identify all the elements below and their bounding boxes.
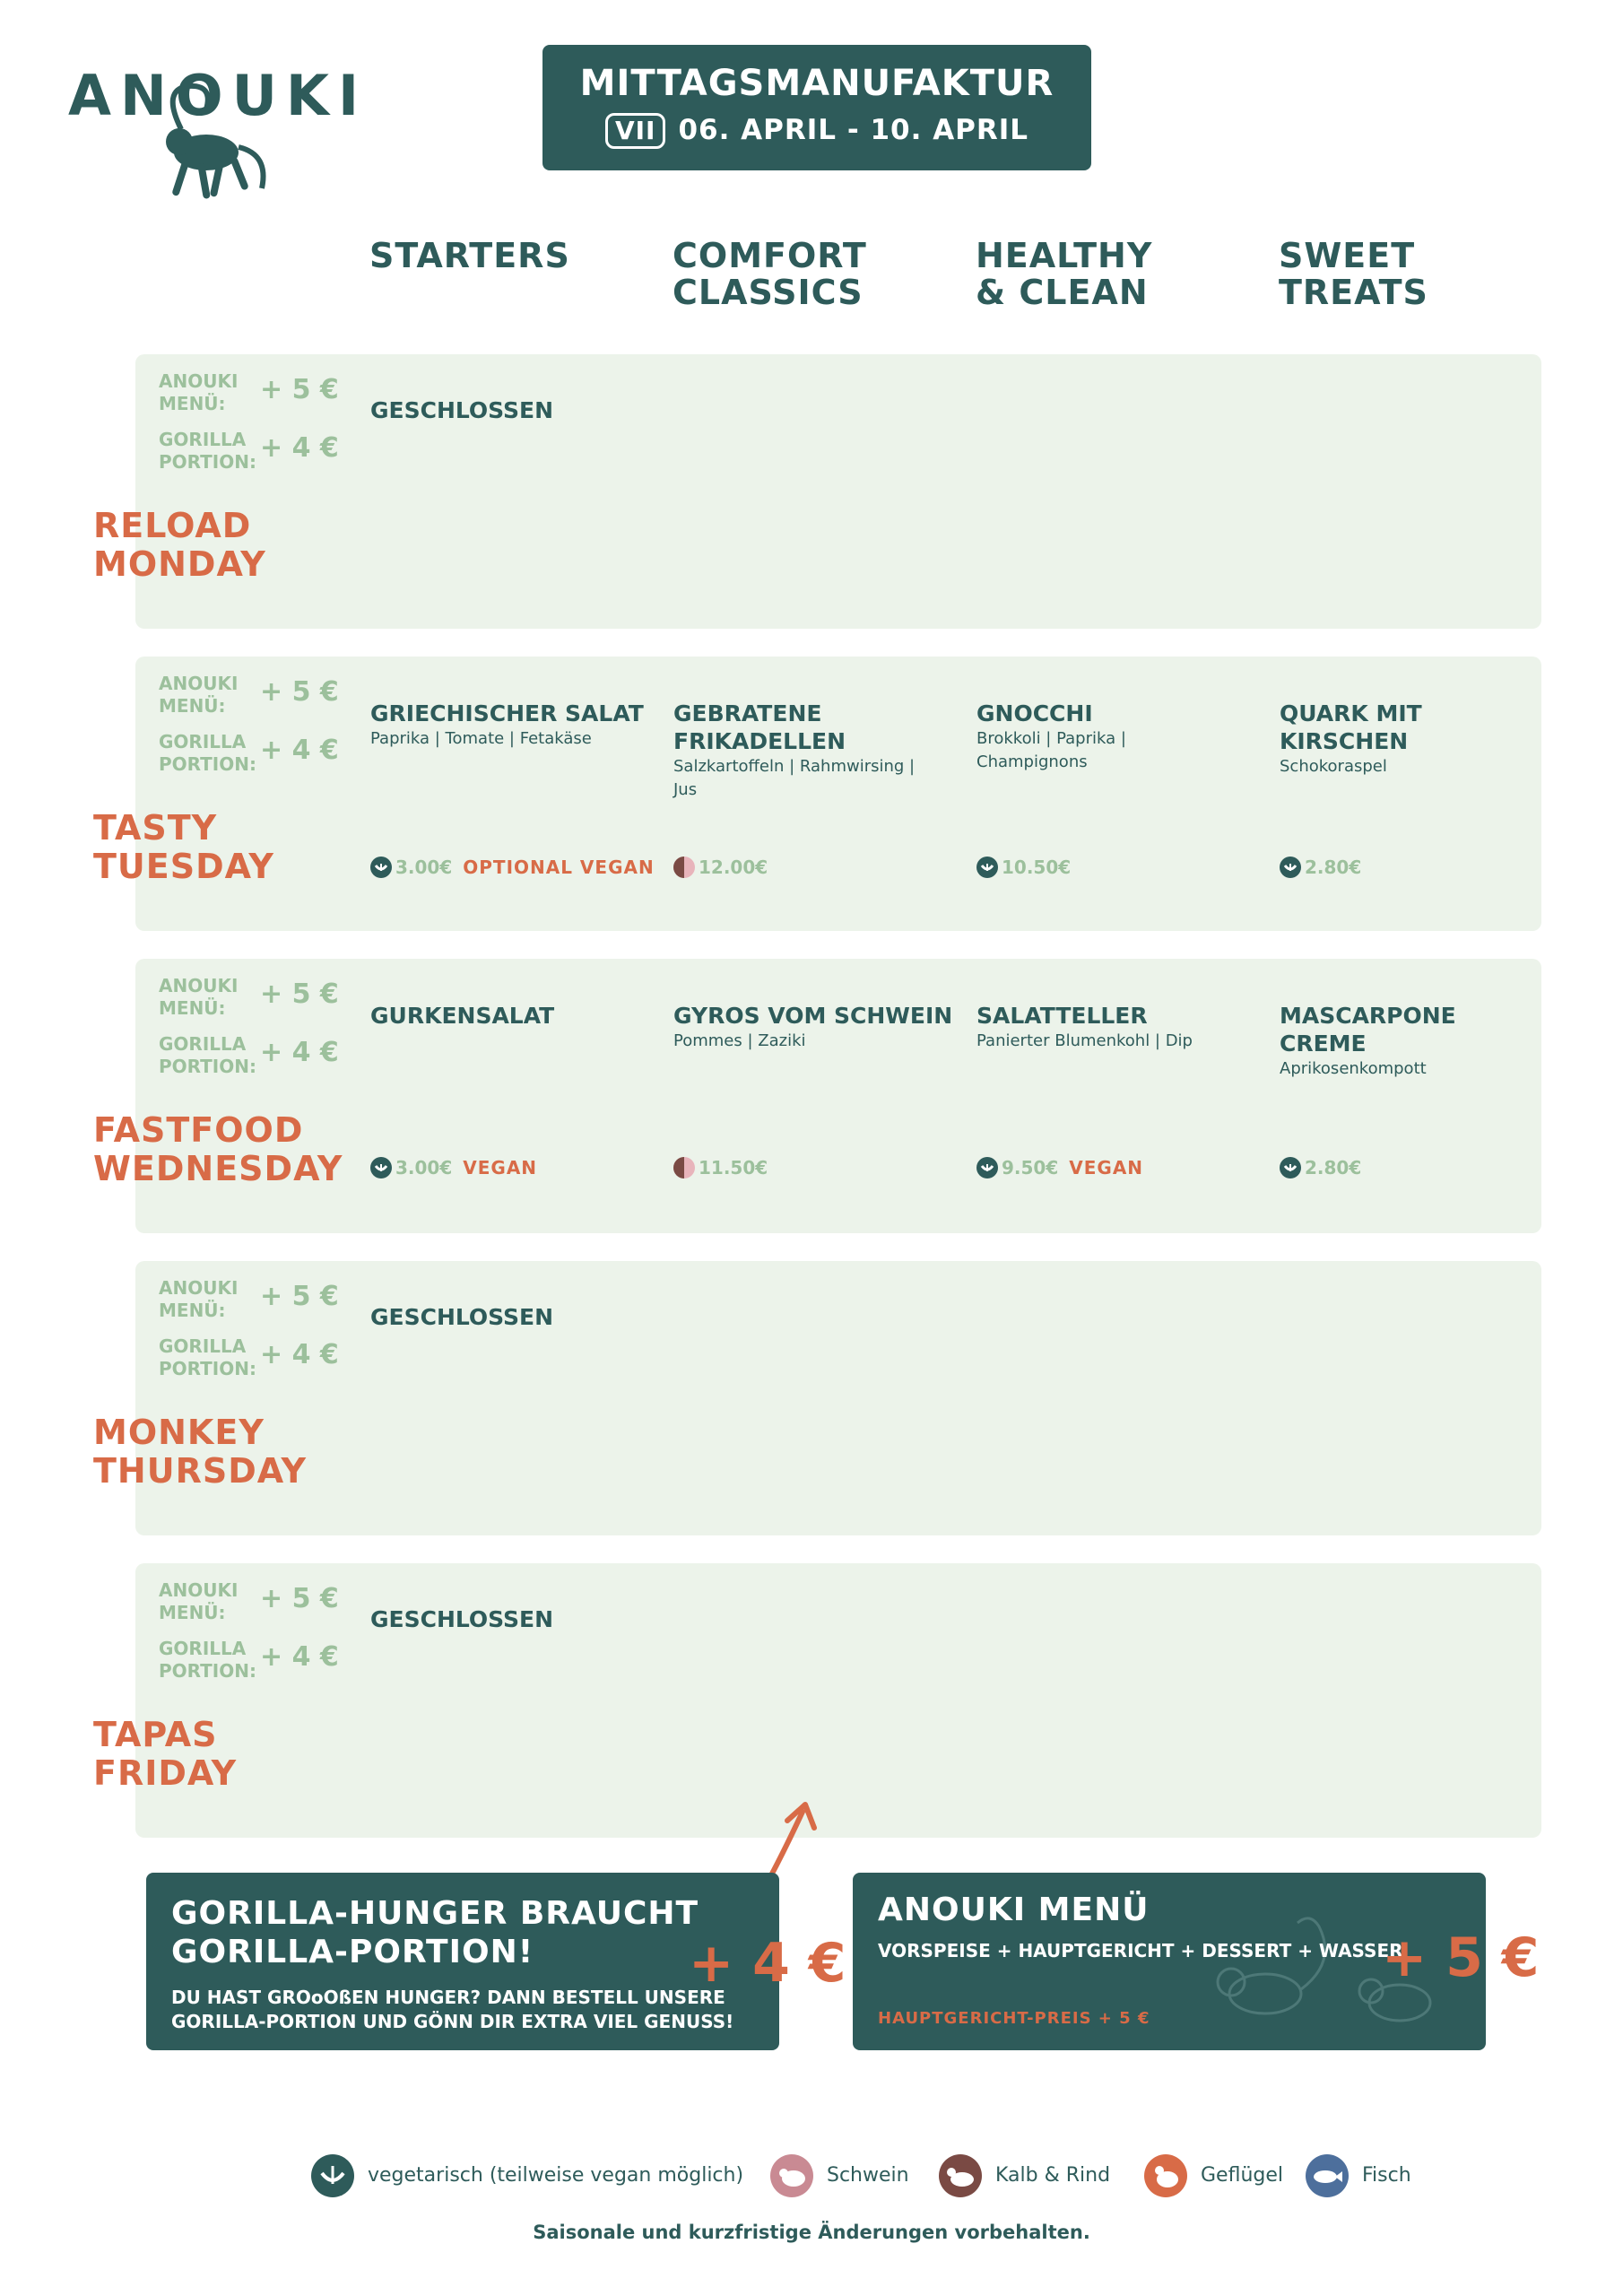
price-value: 3.00€ xyxy=(395,1157,453,1178)
column-header-comfort xyxy=(673,238,924,311)
closed-label: GESCHLOSSEN xyxy=(370,397,554,423)
dish-title: GRIECHISCHER SALAT xyxy=(370,700,644,726)
dish-title: GEBRATENE FRIKADELLEN xyxy=(673,700,846,754)
dish-title: GYROS VOM SCHWEIN xyxy=(673,1003,953,1029)
day-name xyxy=(93,1413,380,1491)
promo-title-line: GORILLA-HUNGER BRAUCHT xyxy=(171,1895,699,1932)
dish-description: Paprika | Tomate | Fetakäse xyxy=(370,729,592,748)
menu-label xyxy=(159,673,266,718)
gorilla-label-line: GORILLA xyxy=(159,429,247,450)
dish-price-comfort xyxy=(673,856,768,879)
column-header-line: TREATS xyxy=(1279,273,1428,312)
price-value: 11.50€ xyxy=(699,1157,768,1178)
gorilla-label-line: PORTION: xyxy=(159,753,256,775)
diet-tag: VEGAN xyxy=(463,1157,538,1178)
menu-label xyxy=(159,1277,266,1322)
menu-label-line: MENÜ: xyxy=(159,997,226,1019)
day-name-line: TUESDAY xyxy=(93,847,274,886)
diet-tag: VEGAN xyxy=(1069,1157,1144,1178)
menu-label xyxy=(159,975,266,1020)
header-title: MITTAGSMANUFAKTUR xyxy=(579,63,1055,104)
gorilla-label xyxy=(159,731,266,776)
veggie-icon xyxy=(370,1157,392,1178)
closed-label: GESCHLOSSEN xyxy=(370,1606,554,1632)
legend-label: Kalb & Rind xyxy=(995,2164,1111,2187)
day-name-line: THURSDAY xyxy=(93,1451,308,1491)
dish-price-sweet xyxy=(1280,1156,1361,1179)
veggie-icon xyxy=(976,1157,998,1178)
dish-description: Pommes | Zaziki xyxy=(673,1031,806,1050)
dish-description: Brokkoli | Paprika | Champignons xyxy=(976,729,1126,771)
dish-sweet xyxy=(1280,700,1459,778)
promo-gorilla-portion xyxy=(146,1873,846,2050)
price-value: 9.50€ xyxy=(1002,1157,1059,1178)
dish-comfort xyxy=(673,1002,960,1053)
column-header-sweet xyxy=(1279,238,1530,311)
column-header-line: & CLEAN xyxy=(976,273,1149,312)
logo-text: ANOUKI xyxy=(68,63,369,128)
pig-icon xyxy=(769,2153,814,2198)
dish-description: Salzkartoffeln | Rahmwirsing | Jus xyxy=(673,757,916,799)
closed-label: GESCHLOSSEN xyxy=(370,1304,554,1330)
menu-surcharge-big: + 5 € xyxy=(1382,1926,1540,1989)
day-name xyxy=(93,809,380,886)
veggie-icon xyxy=(310,2153,355,2198)
gorilla-surcharge: + 4 € xyxy=(260,735,339,766)
price-value: 3.00€ xyxy=(395,857,453,878)
dish-description: Schokoraspel xyxy=(1280,757,1387,776)
menu-surcharge: + 5 € xyxy=(260,978,339,1010)
price-value: 10.50€ xyxy=(1002,857,1072,878)
legend-item-fish xyxy=(1305,2151,1411,2201)
cow-icon xyxy=(938,2153,983,2198)
day-name-line: FASTFOOD xyxy=(93,1110,304,1150)
gorilla-surcharge: + 4 € xyxy=(260,1037,339,1068)
legend xyxy=(0,2151,1623,2205)
gorilla-surcharge-big: + 4 € xyxy=(689,1932,846,1995)
menu-label-line: MENÜ: xyxy=(159,1602,226,1623)
dish-starter xyxy=(370,700,657,751)
legend-item-beef xyxy=(938,2151,1110,2201)
menu-surcharge: + 5 € xyxy=(260,676,339,708)
gorilla-label-line: GORILLA xyxy=(159,1033,247,1055)
promo-anouki-menu xyxy=(853,1873,1540,2050)
menu-surcharge: + 5 € xyxy=(260,374,339,405)
legend-label: vegetarisch (teilweise vegan möglich) xyxy=(368,2164,744,2187)
day-panel-monday xyxy=(93,354,1541,629)
footnote: Saisonale und kurzfristige Änderungen vorbehalten. xyxy=(533,2222,1090,2243)
day-name xyxy=(93,507,380,584)
day-panel-thursday xyxy=(93,1261,1541,1535)
day-name-line: TAPAS xyxy=(93,1715,218,1754)
gorilla-surcharge: + 4 € xyxy=(260,432,339,464)
gorilla-surcharge: + 4 € xyxy=(260,1339,339,1370)
day-name-line: MONKEY xyxy=(93,1413,265,1452)
chicken-icon xyxy=(1143,2153,1188,2198)
menu-label-line: ANOUKI xyxy=(159,975,239,996)
day-name xyxy=(93,1111,380,1188)
column-header-line: CLASSICS xyxy=(673,273,864,312)
menu-surcharge: + 5 € xyxy=(260,1281,339,1312)
veggie-icon xyxy=(370,857,392,878)
promo-small: HAUPTGERICHT-PREIS + 5 € xyxy=(878,2009,1150,2028)
dish-price-healthy xyxy=(976,1156,1143,1179)
day-name-line: WEDNESDAY xyxy=(93,1149,343,1188)
menu-label xyxy=(159,1579,266,1624)
day-name-line: MONDAY xyxy=(93,544,266,584)
dish-healthy xyxy=(976,700,1156,774)
promo-text: VORSPEISE + HAUPTGERICHT + DESSERT + WASSER xyxy=(878,1940,1403,1961)
dish-title: MASCARPONE CREME xyxy=(1280,1003,1456,1057)
legend-item-pork xyxy=(769,2151,909,2201)
gorilla-label-line: GORILLA xyxy=(159,1638,247,1659)
dish-price-sweet xyxy=(1280,856,1361,879)
week-badge: VII xyxy=(605,113,666,149)
beef-icon xyxy=(673,1157,695,1178)
dish-price-healthy xyxy=(976,856,1071,879)
dish-sweet xyxy=(1280,1002,1477,1081)
dish-description: Panierter Blumenkohl | Dip xyxy=(976,1031,1193,1050)
gorilla-label xyxy=(159,1335,266,1380)
column-header-line: STARTERS xyxy=(369,236,570,275)
dish-starter xyxy=(370,1002,657,1030)
day-panel-wednesday xyxy=(93,959,1541,1233)
menu-label-line: MENÜ: xyxy=(159,695,226,717)
dish-price-comfort xyxy=(673,1156,768,1179)
promo-text xyxy=(171,1986,733,2034)
dish-healthy xyxy=(976,1002,1263,1053)
column-header-line: SWEET xyxy=(1279,236,1416,275)
promo-title-line: GORILLA-PORTION! xyxy=(171,1934,534,1970)
veggie-icon xyxy=(1280,857,1301,878)
promo-title: ANOUKI MENÜ xyxy=(878,1892,1150,1928)
legend-item-poultry xyxy=(1143,2151,1283,2201)
promo-title xyxy=(171,1894,699,1971)
day-name-line: TASTY xyxy=(93,808,218,848)
dish-title: GNOCCHI xyxy=(976,700,1093,726)
legend-label: Schwein xyxy=(827,2164,909,2187)
dish-price-starter xyxy=(370,856,655,879)
menu-label-line: MENÜ: xyxy=(159,1300,226,1321)
fish-icon xyxy=(1305,2153,1350,2198)
gorilla-label-line: PORTION: xyxy=(159,1358,256,1379)
column-header-healthy xyxy=(976,238,1227,311)
diet-tag: OPTIONAL VEGAN xyxy=(463,857,655,878)
menu-label-line: MENÜ: xyxy=(159,393,226,414)
gorilla-label-line: GORILLA xyxy=(159,1335,247,1357)
gorilla-label xyxy=(159,1638,266,1683)
menu-label xyxy=(159,370,266,415)
gorilla-label-line: PORTION: xyxy=(159,1660,256,1682)
day-name xyxy=(93,1716,380,1793)
dish-title: SALATTELLER xyxy=(976,1003,1148,1029)
gorilla-label-line: GORILLA xyxy=(159,731,247,752)
dish-price-starter xyxy=(370,1156,537,1179)
dish-description: Aprikosenkompott xyxy=(1280,1059,1427,1078)
legend-label: Geflügel xyxy=(1201,2164,1283,2187)
price-value: 12.00€ xyxy=(699,857,768,878)
promo-text-line: GORILLA-PORTION UND GÖNN DIR EXTRA VIEL GENUSS! xyxy=(171,2011,734,2032)
menu-surcharge: + 5 € xyxy=(260,1583,339,1614)
price-value: 2.80€ xyxy=(1305,1157,1362,1178)
menu-label-line: ANOUKI xyxy=(159,370,239,392)
promo-text-line: DU HAST GROoOßEN HUNGER? DANN BESTELL UNSERE xyxy=(171,1987,725,2008)
menu-label-line: ANOUKI xyxy=(159,1277,239,1299)
column-header-line: HEALTHY xyxy=(976,236,1153,275)
gorilla-label-line: PORTION: xyxy=(159,451,256,473)
dish-title: QUARK MIT KIRSCHEN xyxy=(1280,700,1422,754)
veggie-icon xyxy=(1280,1157,1301,1178)
dish-title: GURKENSALAT xyxy=(370,1003,555,1029)
dish-comfort xyxy=(673,700,924,802)
price-value: 2.80€ xyxy=(1305,857,1362,878)
gorilla-label xyxy=(159,1033,266,1078)
legend-item-vegetarian xyxy=(310,2151,743,2201)
header-dates-row xyxy=(542,113,1091,149)
veggie-icon xyxy=(976,857,998,878)
legend-label: Fisch xyxy=(1362,2164,1411,2187)
day-panel-friday xyxy=(93,1563,1541,1838)
menu-label-line: ANOUKI xyxy=(159,673,239,694)
day-panel-tuesday xyxy=(93,657,1541,931)
week-header xyxy=(542,45,1091,170)
column-header-starters xyxy=(369,238,621,274)
day-name-line: FRIDAY xyxy=(93,1753,238,1793)
gorilla-label xyxy=(159,429,266,474)
menu-label-line: ANOUKI xyxy=(159,1579,239,1601)
column-header-line: COMFORT xyxy=(673,236,867,275)
beef-icon xyxy=(673,857,695,878)
header-dates: 06. APRIL - 10. APRIL xyxy=(678,114,1029,146)
gorilla-label-line: PORTION: xyxy=(159,1056,256,1077)
gorilla-surcharge: + 4 € xyxy=(260,1641,339,1673)
day-name-line: RELOAD xyxy=(93,506,252,545)
